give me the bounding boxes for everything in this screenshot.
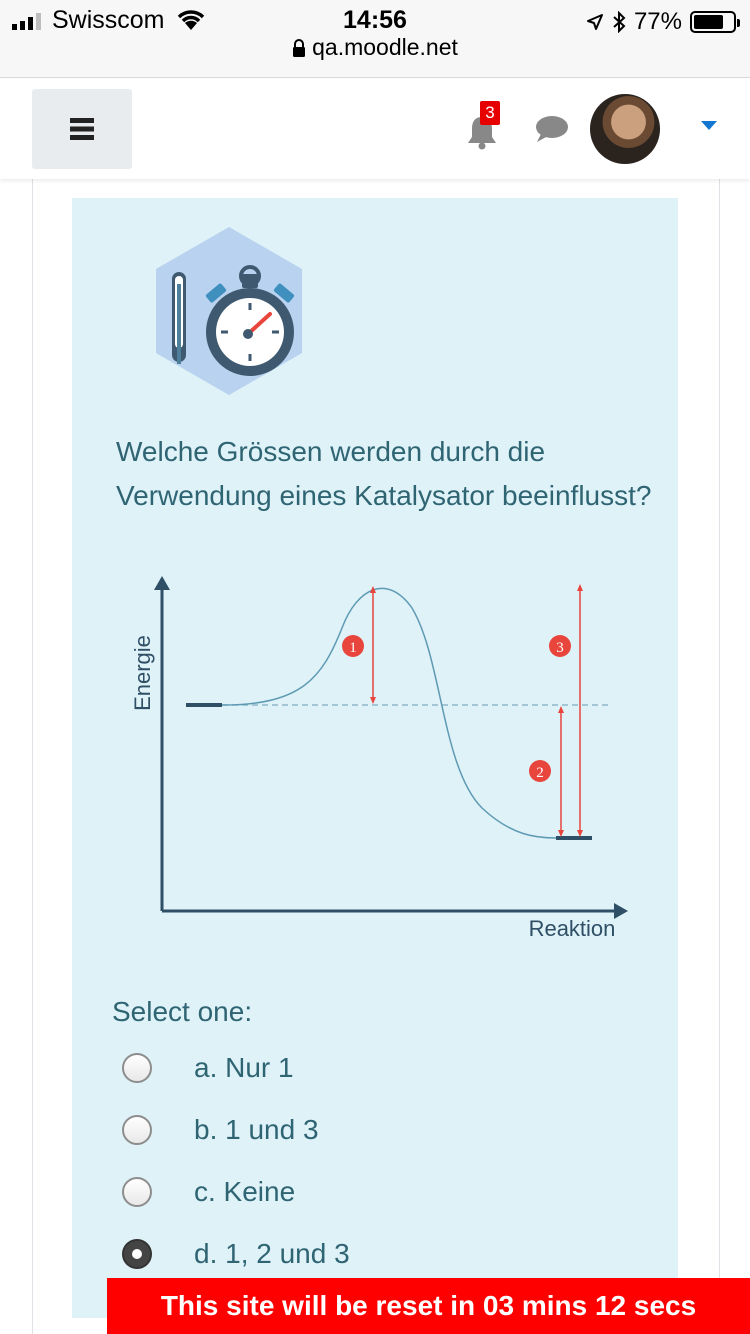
clock: 14:56 [343,6,407,34]
status-bar [0,0,750,78]
carrier-name: Swisscom [52,6,165,34]
hamburger-menu-icon [67,115,97,143]
radio-b[interactable] [122,1115,152,1145]
svg-text:3: 3 [556,640,564,656]
option-b[interactable] [122,1110,319,1150]
svg-text:1: 1 [349,640,357,656]
y-axis-arrow [154,576,170,590]
notification-badge: 3 [480,101,500,125]
select-one-label: Select one: [112,996,253,1027]
url-text: qa.moodle.net [312,34,458,60]
menu-button[interactable] [32,89,132,169]
location-arrow-icon [586,13,604,31]
notifications-button[interactable] [464,103,504,147]
energy-diagram [112,568,632,958]
y-axis-label: Energie [130,635,155,711]
option-c[interactable] [122,1172,296,1212]
marker-3 [549,635,571,657]
reset-banner: This site will be reset in 03 mins 12 secs [107,1278,750,1334]
radio-a[interactable] [122,1053,152,1083]
marker-2 [529,760,551,782]
svg-text:2: 2 [536,765,544,781]
user-avatar[interactable] [590,94,660,164]
option-c-label[interactable]: c. Keine [194,1176,296,1207]
address-bar[interactable] [0,34,750,61]
navbar [0,79,750,179]
option-b-label[interactable]: b. 1 und 3 [194,1114,319,1145]
option-d-label[interactable]: d. 1, 2 und 3 [194,1238,350,1269]
battery-icon [690,11,736,33]
thermometer-and-stopwatch-icon [142,224,316,398]
x-axis-arrow [614,903,628,919]
option-d[interactable] [122,1234,350,1274]
option-a-label[interactable]: a. Nur 1 [194,1052,294,1083]
question-box [72,198,678,1318]
radio-c[interactable] [122,1177,152,1207]
battery-percent: 77% [633,8,682,35]
caret-down-icon[interactable] [700,119,718,131]
lock-icon [292,39,306,57]
x-axis-label: Reaktion [528,916,616,941]
bluetooth-icon [612,11,626,33]
question-text: Welche Grössen werden durch die Verwendung eines Katalysator beeinflusst? [116,436,652,511]
radio-d[interactable] [122,1239,152,1269]
status-right [586,8,736,36]
chat-bubble-icon[interactable] [534,115,570,143]
option-a[interactable] [122,1048,294,1088]
marker-1 [342,635,364,657]
